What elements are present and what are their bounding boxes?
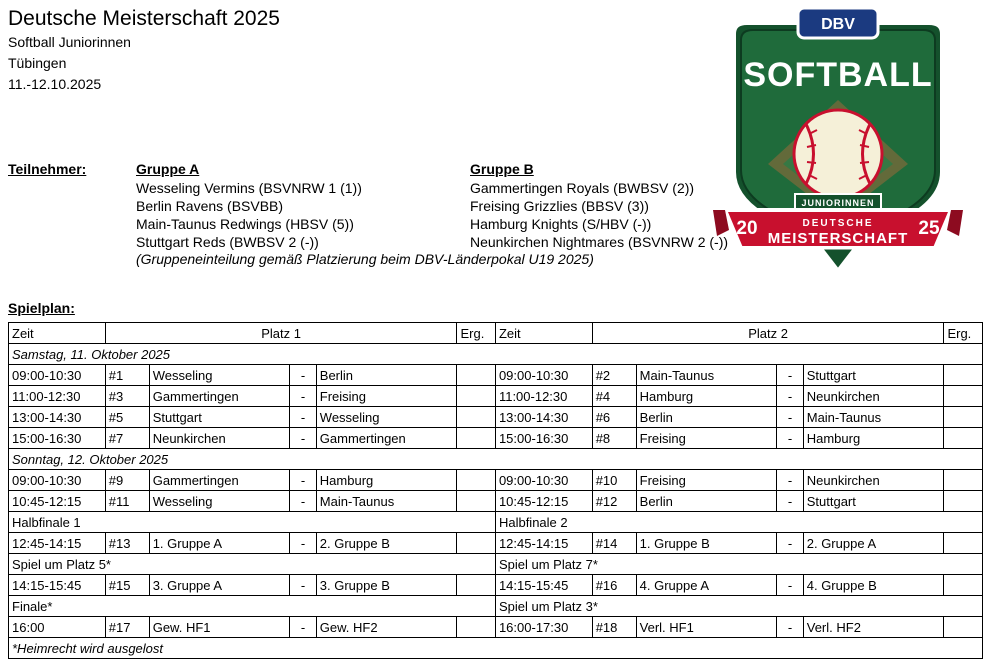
day-label: Samstag, 11. Oktober 2025 [9,344,983,365]
game-time-field2: 16:00-17:30 [495,617,592,638]
header-zeit-right: Zeit [495,323,592,344]
away-team-field1: Freising [316,386,457,407]
group-a-team: Main-Taunus Redwings (HBSV (5)) [136,216,354,232]
logo-graphic [703,4,973,274]
footnote-row [9,638,983,659]
versus-dash-field1: - [290,470,316,491]
logo-year-left: 20 [736,218,758,239]
table-row [9,491,983,512]
versus-dash-field1: - [290,533,316,554]
logo-year-right: 25 [918,218,940,239]
game-number-field2: #4 [592,386,636,407]
away-team-field2: Main-Taunus [803,407,944,428]
header-zeit-left: Zeit [9,323,106,344]
home-team-field1: Stuttgart [149,407,290,428]
away-team-field2: 4. Gruppe B [803,575,944,596]
group-assignment-note: (Gruppeneinteilung gemäß Platzierung beim DBV-Länderpokal U19 2025) [136,251,594,267]
game-time-field1: 09:00-10:30 [9,470,106,491]
home-team-field2: Freising [636,428,777,449]
table-header-row [9,323,983,344]
versus-dash-field1: - [290,386,316,407]
participants-label: Teilnehmer: [8,161,87,177]
game-number-field1: #15 [105,575,149,596]
game-time-field2: 14:15-15:45 [495,575,592,596]
section-label-right: Halbfinale 2 [495,512,982,533]
group-b [470,160,728,251]
home-team-field2: Freising [636,470,777,491]
logo-deutsche-text: DEUTSCHE [802,218,874,229]
table-row [9,470,983,491]
result-cell-field1[interactable] [457,533,495,554]
away-team-field2: Verl. HF2 [803,617,944,638]
home-team-field1: Gammertingen [149,470,290,491]
home-team-field1: Wesseling [149,365,290,386]
home-team-field2: Main-Taunus [636,365,777,386]
table-row [9,617,983,638]
away-team-field2: 2. Gruppe A [803,533,944,554]
game-number-field1: #13 [105,533,149,554]
home-team-field2: Berlin [636,491,777,512]
day-label: Sonntag, 12. Oktober 2025 [9,449,983,470]
header-erg-left: Erg. [457,323,495,344]
away-team-field2: Neunkirchen [803,386,944,407]
game-number-field2: #10 [592,470,636,491]
schedule-label: Spielplan: [8,300,75,316]
versus-dash-field1: - [290,575,316,596]
header-platz-1: Platz 1 [105,323,457,344]
game-time-field1: 09:00-10:30 [9,365,106,386]
home-team-field2: Hamburg [636,386,777,407]
game-time-field1: 11:00-12:30 [9,386,106,407]
group-b-team: Gammertingen Royals (BWBSV (2)) [470,180,695,196]
group-a [136,160,362,251]
section-label-left: Spiel um Platz 5* [9,554,496,575]
header-location: Tübingen [8,55,67,71]
result-cell-field2[interactable] [944,407,983,428]
group-a-name: Gruppe A [136,161,200,177]
home-team-field2: Verl. HF1 [636,617,777,638]
game-time-field2: 13:00-14:30 [495,407,592,428]
versus-dash-field1: - [290,617,316,638]
result-cell-field2[interactable] [944,617,983,638]
game-time-field2: 09:00-10:30 [495,470,592,491]
home-team-field1: 3. Gruppe A [149,575,290,596]
away-team-field2: Stuttgart [803,491,944,512]
result-cell-field2[interactable] [944,365,983,386]
softball-championship-logo [703,4,973,274]
versus-dash-field2: - [777,575,803,596]
game-number-field2: #6 [592,407,636,428]
result-cell-field1[interactable] [457,386,495,407]
home-team-field2: 1. Gruppe B [636,533,777,554]
game-number-field2: #18 [592,617,636,638]
logo-juniorinnen-text: JUNIORINNEN [801,198,875,208]
result-cell-field1[interactable] [457,365,495,386]
away-team-field1: Main-Taunus [316,491,457,512]
away-team-field1: Berlin [316,365,457,386]
group-b-name: Gruppe B [470,161,534,177]
game-time-field1: 16:00 [9,617,106,638]
home-team-field2: Berlin [636,407,777,428]
home-team-field1: Gammertingen [149,386,290,407]
game-time-field2: 09:00-10:30 [495,365,592,386]
header-category: Softball Juniorinnen [8,34,131,50]
section-label-left: Halbfinale 1 [9,512,496,533]
versus-dash-field2: - [777,491,803,512]
versus-dash-field2: - [777,470,803,491]
game-time-field1: 12:45-14:15 [9,533,106,554]
game-time-field1: 13:00-14:30 [9,407,106,428]
versus-dash-field1: - [290,491,316,512]
table-row [9,365,983,386]
table-row [9,386,983,407]
versus-dash-field2: - [777,386,803,407]
result-cell-field1[interactable] [457,617,495,638]
away-team-field1: Hamburg [316,470,457,491]
group-b-team: Freising Grizzlies (BBSV (3)) [470,198,649,214]
away-team-field1: Wesseling [316,407,457,428]
game-number-field1: #17 [105,617,149,638]
section-label-right: Spiel um Platz 3* [495,596,982,617]
day-separator-row [9,344,983,365]
result-cell-field2[interactable] [944,533,983,554]
section-title-row [9,512,983,533]
section-label-right: Spiel um Platz 7* [495,554,982,575]
home-team-field1: Gew. HF1 [149,617,290,638]
result-cell-field2[interactable] [944,386,983,407]
away-team-field1: 3. Gruppe B [316,575,457,596]
day-separator-row [9,449,983,470]
away-team-field2: Stuttgart [803,365,944,386]
group-b-team: Neunkirchen Nightmares (BSVNRW 2 (-)) [470,234,729,250]
page-title: Deutsche Meisterschaft 2025 [8,7,280,30]
result-cell-field2[interactable] [944,491,983,512]
logo-dbv-text: DBV [821,16,855,33]
result-cell-field1[interactable] [457,407,495,428]
versus-dash-field2: - [777,407,803,428]
versus-dash-field1: - [290,407,316,428]
versus-dash-field2: - [777,617,803,638]
section-label-left: Finale* [9,596,496,617]
table-row [9,533,983,554]
table-row [9,428,983,449]
footnote-label: *Heimrecht wird ausgelost [9,638,983,659]
header-dates: 11.-12.10.2025 [8,76,102,92]
versus-dash-field1: - [290,365,316,386]
table-row [9,575,983,596]
schedule-body [9,344,983,659]
game-number-field2: #2 [592,365,636,386]
versus-dash-field2: - [777,533,803,554]
versus-dash-field2: - [777,365,803,386]
header-erg-right: Erg. [944,323,983,344]
section-title-row [9,554,983,575]
result-cell-field1[interactable] [457,428,495,449]
game-time-field2: 12:45-14:15 [495,533,592,554]
header-platz-2: Platz 2 [592,323,944,344]
versus-dash-field1: - [290,428,316,449]
away-team-field2: Neunkirchen [803,470,944,491]
home-team-field1: 1. Gruppe A [149,533,290,554]
game-number-field2: #8 [592,428,636,449]
game-number-field1: #9 [105,470,149,491]
away-team-field2: Hamburg [803,428,944,449]
schedule-table [8,322,983,659]
result-cell-field2[interactable] [944,470,983,491]
result-cell-field1[interactable] [457,491,495,512]
game-time-field1: 10:45-12:15 [9,491,106,512]
section-title-row [9,596,983,617]
group-b-team: Hamburg Knights (S/HBV (-)) [470,216,652,232]
game-number-field2: #14 [592,533,636,554]
result-cell-field1[interactable] [457,470,495,491]
group-a-team: Berlin Ravens (BSVBB) [136,198,284,214]
game-number-field1: #11 [105,491,149,512]
game-number-field2: #16 [592,575,636,596]
game-number-field1: #7 [105,428,149,449]
result-cell-field1[interactable] [457,575,495,596]
away-team-field1: 2. Gruppe B [316,533,457,554]
home-team-field1: Neunkirchen [149,428,290,449]
game-time-field1: 14:15-15:45 [9,575,106,596]
group-a-team: Stuttgart Reds (BWBSV 2 (-)) [136,234,319,250]
away-team-field1: Gammertingen [316,428,457,449]
table-row [9,407,983,428]
home-team-field1: Wesseling [149,491,290,512]
game-number-field2: #12 [592,491,636,512]
game-time-field2: 15:00-16:30 [495,428,592,449]
home-team-field2: 4. Gruppe A [636,575,777,596]
game-time-field2: 10:45-12:15 [495,491,592,512]
result-cell-field2[interactable] [944,575,983,596]
result-cell-field2[interactable] [944,428,983,449]
game-time-field1: 15:00-16:30 [9,428,106,449]
group-a-team: Wesseling Vermins (BSVNRW 1 (1)) [136,180,362,196]
game-number-field1: #1 [105,365,149,386]
logo-softball-text: SOFTBALL [743,56,933,94]
document-header [8,6,280,95]
versus-dash-field2: - [777,428,803,449]
game-number-field1: #5 [105,407,149,428]
logo-meisterschaft-text: MEISTERSCHAFT [767,230,909,247]
game-time-field2: 11:00-12:30 [495,386,592,407]
game-number-field1: #3 [105,386,149,407]
away-team-field1: Gew. HF2 [316,617,457,638]
